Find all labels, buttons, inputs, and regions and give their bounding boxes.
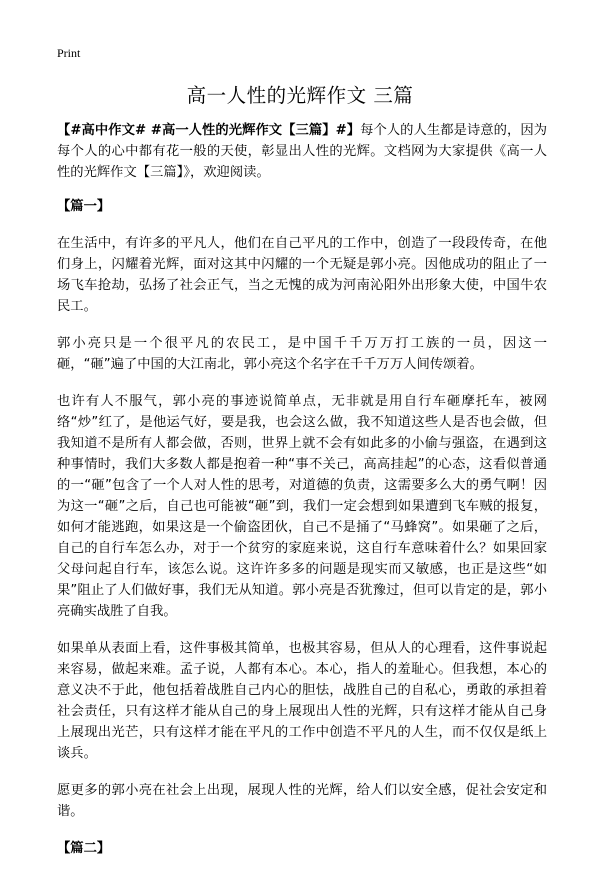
section-1-paragraph-3: 也许有人不服气，郭小亮的事迹说简单点，无非就是用自行车砸摩托车，被网络“炒”红了，是他运气好，要是我，也会这么做，我不知道这些人是否也会做，但我知道不是所有人都会做，否则，世界上就不会有如此多的小偷与强盗，在遇到这种事情时，我们大多数人都是抱着一种“事不关己，高高挂起”的心态，这看似普通的一“砸”包含了一个人对人性的思考，对道德的负责，这需要多么大的勇气啊！因为这一“砸”之后，自己也可能被“砸”到，我们一定会想到如果遭到飞车贼的报复，如何才能逃跑，如果这是一个偷盗团伙，自己不是捅了“马蜂窝”。如果砸了之后，自己的自行车怎么办，对于一个贫穷的家庭来说，这自行车意味着什么？如果回家父母问起自行车，该怎么说。这许许多多的问题是现实而又敏感，也正是这些“如果”阻止了人们做好事，我们无从知道。郭小亮是否犹豫过，但可以肯定的是，郭小亮确实战胜了自我。: [57, 394, 547, 619]
intro-paragraph: [57, 120, 547, 183]
section-1-paragraph-4: 如果单从表面上看，这件事极其简单，也极其容易，但从人的心理看，这件事说起来容易，做起来难。孟子说，人都有本心。本心，指人的羞耻心。但我想，本心的意义决不于此，他包括着战胜自己内心的胆怯，战胜自己的自私心，勇敢的承担着社会责任，只有这样才能从自己的身上展现出人性的光辉，只有这样才能从自己身上展现出光芒，只有这样才能在平凡的工作中创造不平凡的人生，而不仅仅是纸上谈兵。: [57, 641, 547, 761]
document-body: [57, 120, 547, 875]
intro-tags: 【#高中作文# #高一人性的光辉作文【三篇】#】: [57, 123, 361, 138]
print-link[interactable]: Print: [57, 46, 81, 60]
section-heading-1: 【篇一】: [57, 199, 111, 214]
section-heading-2: 【篇二】: [57, 841, 111, 856]
document-title: 高一人性的光辉作文 三篇: [186, 84, 414, 107]
section-1-paragraph-1: 在生活中，有许多的平凡人，他们在自己平凡的工作中，创造了一段段传奇，在他们身上，闪耀着光辉，面对这其中闪耀的一个无疑是郭小亮。因他成功的阻止了一场飞车抢劫，弘扬了社会正气，当之无愧的成为河南沁阳外出形象大使，中国牛农民工。: [57, 236, 547, 314]
intro-text: 每个人的人生都是诗意的，因为每个人的心中都有花一般的天使，彰显出人性的光辉。文档网为大家提供《高一人性的光辉作文【三篇】》，欢迎阅读。: [57, 123, 548, 180]
section-1-paragraph-5: 愿更多的郭小亮在社会上出现，展现人性的光辉，给人们以安全感，促社会安定和谐。: [57, 783, 547, 819]
section-1-paragraph-2: 郭小亮只是一个很平凡的农民工，是中国千千万万打工族的一员，因这一砸，“砸”遍了中国的大江南北，郭小亮这个名字在千千万万人间传颂着。: [57, 336, 547, 372]
